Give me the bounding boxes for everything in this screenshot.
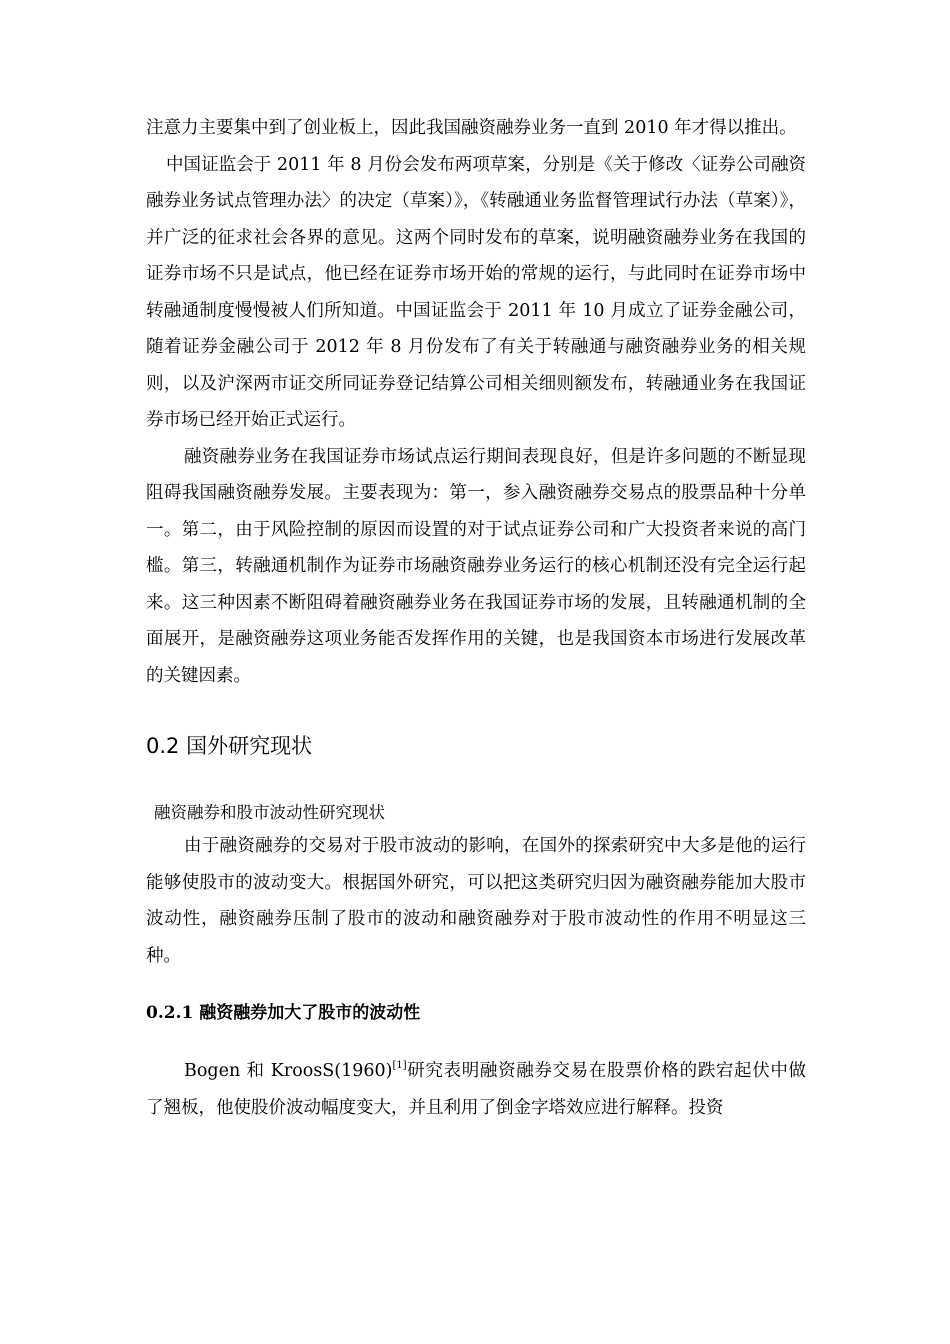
subsection-heading: 0.2.1 融资融券加大了股市的波动性: [146, 1003, 421, 1023]
subtopic-title: 融资融券和股市波动性研究现状: [154, 803, 385, 822]
paragraph-bogen-text: 研究表明融资融券交易在股票价格的跌宕起伏中做了翘板，他使股价波动幅度变大，并且利用了倒金字塔效应进行解释。投资: [146, 1061, 806, 1118]
document-page: [146, 110, 806, 1126]
paragraph-problems: 融资融券业务在我国证券市场试点运行期间表现良好，但是许多问题的不断显现阻碍我国融资融券发展。主要表现为：第一，参入融资融券交易点的股票品种十分单一。第二，由于风险控制的原因而设置的对于试点证券公司和广大投资者来说的高门槛。第三，转融通机制作为证券市场融资融券业务运行的核心机制还没有完全运行起来。这三种因素不断阻碍着融资融券业务在我国证券市场的发展，且转融通机制的全面展开，是融资融券这项业务能否发挥作用的关键，也是我国资本市场进行发展改革的关键因素。: [146, 446, 806, 686]
section-heading: 0.2 国外研究现状: [146, 734, 313, 758]
paragraph-csrc-drafts: 中国证监会于 2011 年 8 月份会发布两项草案，分别是《关于修改〈证券公司融资融券业务试点管理办法〉的决定（草案）》，《转融通业务监督管理试行办法（草案）》，并广泛的征求社会各界的意见。这两个同时发布的草案，说明融资融券业务在我国的证券市场不只是试点，他已经在证券市场开始的常规的运行，与此同时在证券市场中转融通制度慢慢被人们所知道。中国证监会于 2011 年 10 月成立了证券金融公司，随着证券金融公司于 2012 年 8 月份发布了有关于转融通与融资融券业务的相关规则，以及沪深两市证交所同证券登记结算公司相关细则额发布，转融通业务在我国证券市场已经开始正式运行。: [146, 154, 806, 430]
paragraph-continuation: 注意力主要集中到了创业板上，因此我国融资融券业务一直到 2010 年才得以推出。: [146, 118, 797, 138]
paragraph-bogen: [146, 1048, 806, 1126]
paragraph-foreign-intro: 由于融资融券的交易对于股市波动的影响，在国外的探索研究中大多是他的运行能够使股市的波动变大。根据国外研究，可以把这类研究归因为融资融券能加大股市波动性，融资融券压制了股市的波动和融资融券对于股市波动性的作用不明显这三种。: [146, 836, 806, 966]
citation-reference: [1]: [392, 1060, 407, 1071]
citation-authors: Bogen 和 KroosS(1960): [184, 1061, 393, 1081]
